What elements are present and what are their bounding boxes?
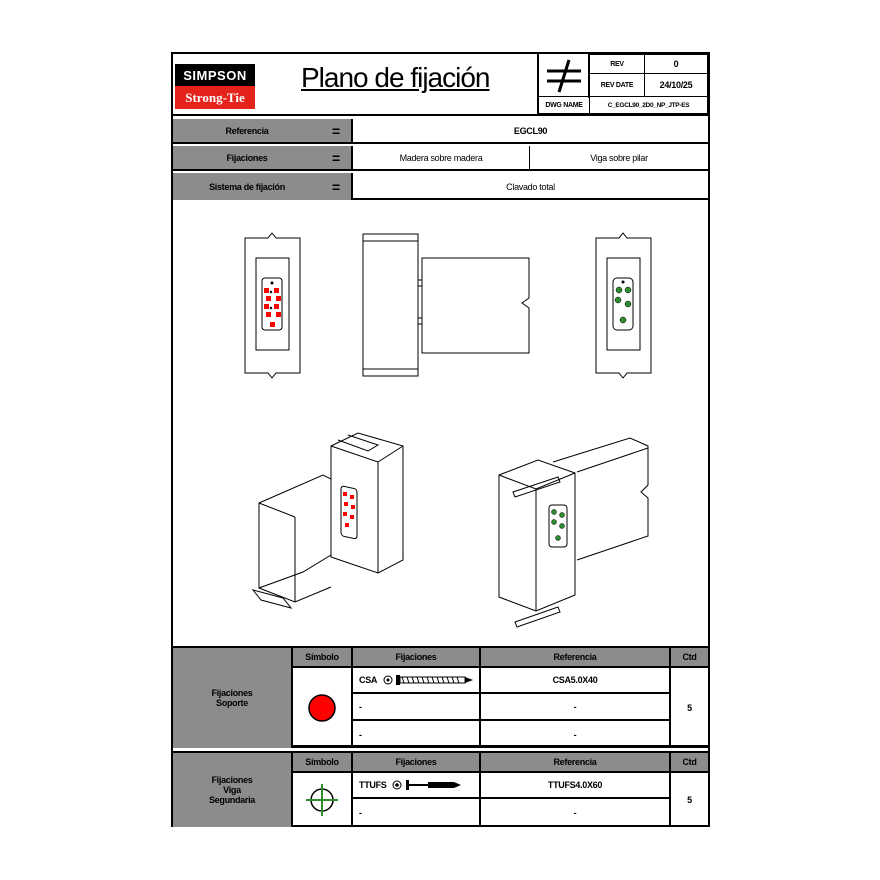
support-row-2-referencia: - xyxy=(481,694,671,721)
support-row-1-referencia: CSA5.0X40 xyxy=(481,668,671,694)
green-crosshair-icon xyxy=(304,782,340,818)
info-block xyxy=(173,116,708,200)
sistema-value: Clavado total xyxy=(506,181,555,192)
support-row-1-fijacion-text: CSA xyxy=(359,675,378,685)
rev-label: REV xyxy=(589,54,645,74)
fijaciones-value-1: Madera sobre madera xyxy=(353,146,530,171)
referencia-equals: = xyxy=(321,119,353,144)
technical-drawing xyxy=(173,200,708,646)
brand-logo-bottom: Strong-Tie xyxy=(175,86,255,109)
beam-header-referencia: Referencia xyxy=(481,753,671,773)
beam-row-1-fijacion-text: TTUFS xyxy=(359,780,387,790)
fijaciones-value-2: Viga sobre pilar xyxy=(530,146,708,171)
support-header-fijaciones: Fijaciones xyxy=(353,648,481,668)
red-circle-icon xyxy=(307,693,337,723)
dwg-name-value: C_EGCL90_2D0_NP_JTP-ES xyxy=(589,96,708,114)
brand-logo-top: SIMPSON xyxy=(175,64,255,86)
fijaciones-equals: = xyxy=(321,146,353,171)
beam-header-fijaciones: Fijaciones xyxy=(353,753,481,773)
screw-ttufs-icon xyxy=(392,779,462,791)
support-row-1-fijacion xyxy=(353,668,481,694)
screw-holes-green xyxy=(615,287,631,323)
iso-view-beam xyxy=(499,438,648,627)
support-ctd-value: 5 xyxy=(687,703,692,713)
support-row-2-fijacion: - xyxy=(353,694,481,721)
rev-date-value: 24/10/25 xyxy=(644,73,708,97)
rev-date-label: REV DATE xyxy=(589,73,645,97)
beam-row-1-fijacion xyxy=(353,773,481,799)
fasteners-beam-table xyxy=(173,751,708,827)
rev-value: 0 xyxy=(644,54,708,74)
support-header-referencia: Referencia xyxy=(481,648,671,668)
support-row-3-referencia: - xyxy=(481,721,671,748)
fijaciones-label: Fijaciones xyxy=(173,146,321,171)
referencia-value: EGCL90 xyxy=(353,119,708,144)
screw-csa-icon xyxy=(383,674,475,686)
beam-row-2-fijacion: - xyxy=(353,799,481,827)
not-equal-icon xyxy=(539,54,589,98)
beam-header-ctd: Ctd xyxy=(671,753,708,773)
drawing-sheet xyxy=(171,52,710,827)
page-title: Plano de fijación xyxy=(301,62,490,93)
beam-ctd-value: 5 xyxy=(687,795,692,805)
iso-view-support xyxy=(253,433,403,608)
sistema-equals: = xyxy=(321,173,353,200)
support-symbol-cell xyxy=(293,668,353,748)
beam-row-2-referencia: - xyxy=(481,799,671,827)
support-group-label: Fijaciones Soporte xyxy=(173,648,293,748)
side-view xyxy=(363,234,529,376)
sistema-label: Sistema de fijación xyxy=(173,173,321,200)
beam-row-1-referencia: TTUFS4.0X60 xyxy=(481,773,671,799)
beam-header-simbolo: Símbolo xyxy=(293,753,353,773)
revision-symbol-box xyxy=(537,54,589,98)
support-row-3-fijacion: - xyxy=(353,721,481,748)
front-view-beam xyxy=(596,233,651,378)
front-view-support xyxy=(245,233,300,378)
beam-group-label: Fijaciones Viga Segundaria xyxy=(173,753,293,827)
title-block xyxy=(173,54,708,116)
dwg-name-label: DWG NAME xyxy=(537,96,590,114)
referencia-label: Referencia xyxy=(173,119,321,144)
support-header-ctd: Ctd xyxy=(671,648,708,668)
fasteners-support-table xyxy=(173,646,708,748)
beam-symbol-cell xyxy=(293,773,353,827)
nail-holes-red xyxy=(264,288,281,327)
support-header-simbolo: Símbolo xyxy=(293,648,353,668)
